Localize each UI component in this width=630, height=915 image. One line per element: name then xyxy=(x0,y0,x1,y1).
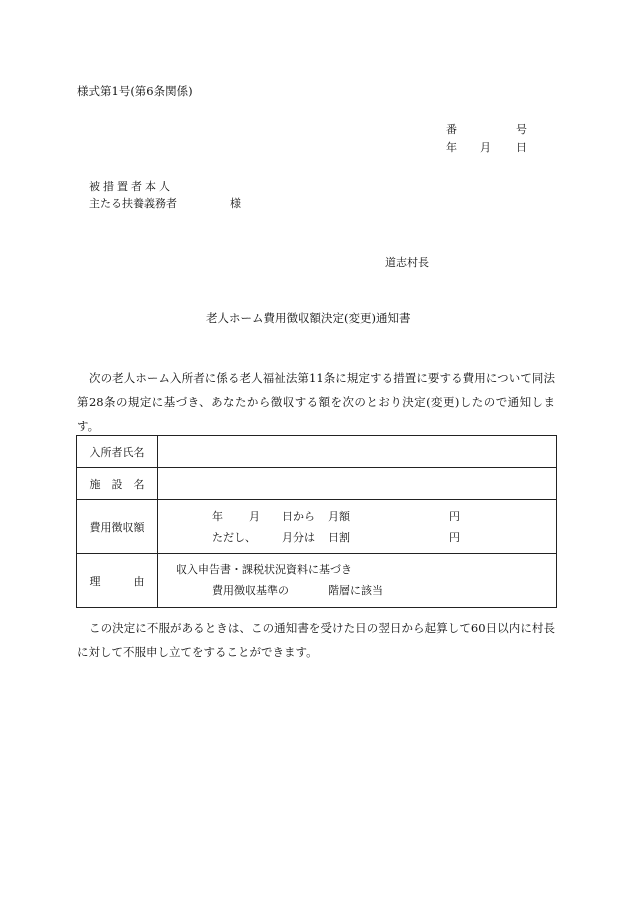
table-row-reason xyxy=(77,554,557,608)
fee-month-part: 月分は xyxy=(282,531,315,544)
date-month-label: 月 xyxy=(480,141,491,154)
appeal-notice-paragraph: この決定に不服があるときは、この通知書を受けた日の翌日から起算して60日以内に村長に対して不服申し立てをすることができます。 xyxy=(77,621,555,659)
date-year-label: 年 xyxy=(446,141,457,154)
fee-from-day: 日から xyxy=(282,510,315,523)
resident-name-value xyxy=(158,436,557,468)
resident-name-label: 入所者氏名 xyxy=(77,436,158,468)
reason-line-2a: 費用徴収基準の xyxy=(212,584,289,597)
fee-month: 月 xyxy=(249,510,260,523)
form-number: 様式第1号(第6条関係) xyxy=(77,84,193,98)
fee-notice-table xyxy=(76,435,557,608)
addressee-line-1: 被措置者本人 xyxy=(89,180,173,193)
issuer-name: 道志村長 xyxy=(385,256,429,269)
fee-daily: 日割 xyxy=(328,531,350,544)
document-title: 老人ホーム費用徴収額決定(変更)通知書 xyxy=(206,311,411,325)
addressee-honorific: 様 xyxy=(230,197,241,210)
reason-label: 理 由 xyxy=(77,554,158,608)
date-day-label: 日 xyxy=(516,141,527,154)
reason-line-1: 収入申告書・課税状況資料に基づき xyxy=(176,563,352,576)
table-row-facility xyxy=(77,468,557,500)
fee-amount-label: 費用徴収額 xyxy=(77,500,158,554)
number-go-label: 号 xyxy=(516,123,527,136)
intro-paragraph: 次の老人ホーム入所者に係る老人福祉法第11条に規定する措置に要する費用について同法第28条の規定に基づき、あなたから徴収する額を次のとおり決定(変更)したので通知します。 xyxy=(77,371,555,433)
fee-monthly-yen: 円 xyxy=(449,510,460,523)
number-ban-label: 番 xyxy=(446,123,457,136)
table-row-fee xyxy=(77,500,557,554)
facility-name-value xyxy=(158,468,557,500)
addressee-line-2: 主たる扶養義務者 xyxy=(89,197,177,210)
fee-amount-value xyxy=(158,500,557,554)
table-row-resident xyxy=(77,436,557,468)
fee-tadashi: ただし、 xyxy=(212,531,256,544)
reason-line-2b: 階層に該当 xyxy=(328,584,383,597)
facility-name-label: 施 設 名 xyxy=(77,468,158,500)
fee-daily-yen: 円 xyxy=(449,531,460,544)
fee-monthly: 月額 xyxy=(328,510,350,523)
reason-value xyxy=(158,554,557,608)
fee-year: 年 xyxy=(212,510,223,523)
